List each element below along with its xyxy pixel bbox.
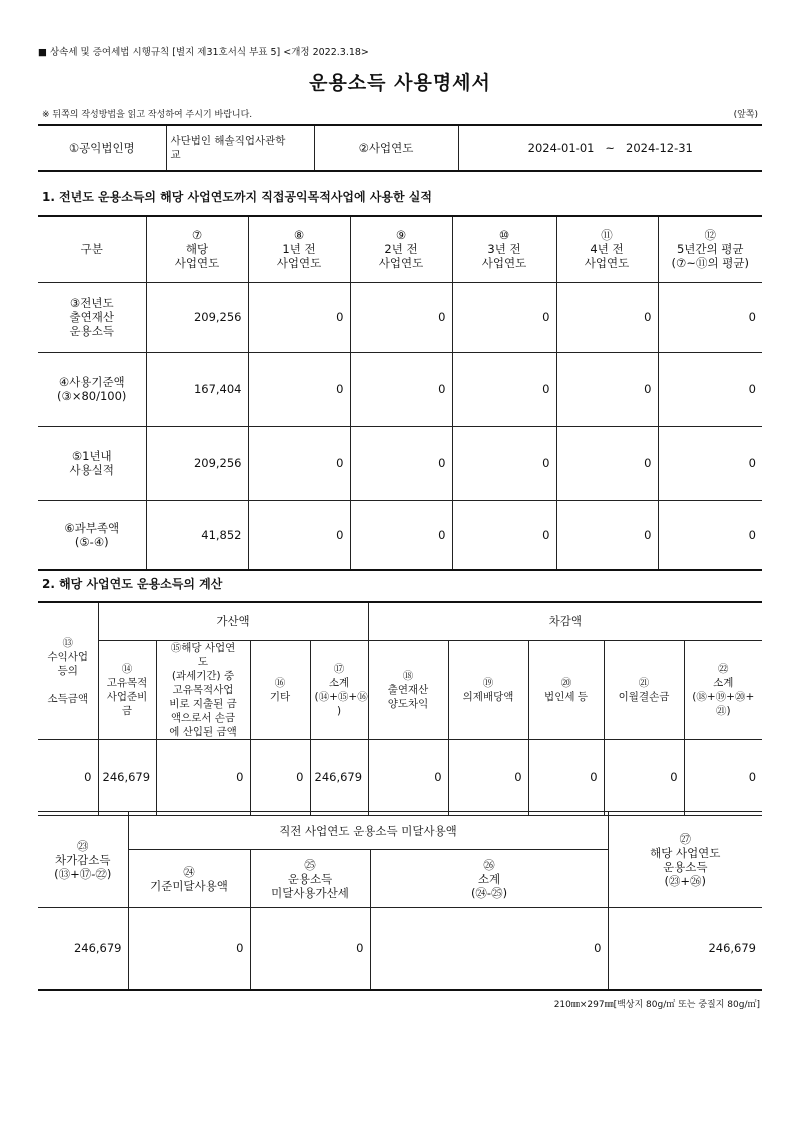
col-header-2-years-ago: ⑨ 2년 전 사업연도 [350, 216, 452, 282]
cell-value: 0 [658, 282, 762, 352]
col-header-26: ㉖ 소계 (㉔-㉕) [370, 850, 608, 908]
cell-value: 0 [250, 739, 310, 815]
col-header-17: ⑰ 소계 (⑭+⑮+⑯ ) [310, 640, 368, 739]
info-table [38, 124, 762, 172]
col-header-23: ㉓ 차가감소득 (⑬+⑰-㉒) [38, 812, 128, 908]
section1-table [38, 215, 762, 571]
cell-value: 0 [350, 352, 452, 426]
subtract-amount-header: 차감액 [368, 602, 762, 640]
cell-value: 0 [604, 739, 684, 815]
cell-value: 0 [452, 352, 556, 426]
section3-table [38, 811, 762, 991]
page-side-label: (앞쪽) [733, 110, 758, 120]
col-header-18: ⑱ 출연재산 양도차익 [368, 640, 448, 739]
col-header-20: ⑳ 법인세 등 [528, 640, 604, 739]
cell-value: 209,256 [146, 426, 248, 500]
col-header-current-year: ⑦ 해당 사업연도 [146, 216, 248, 282]
cell-value: 0 [248, 500, 350, 570]
cell-value: 0 [248, 352, 350, 426]
fiscal-year-label: ②사업연도 [314, 125, 458, 171]
fiscal-year-value: 2024-01-01 ~ 2024-12-31 [458, 125, 762, 171]
cell-value: 0 [556, 426, 658, 500]
cell-value: 209,256 [146, 282, 248, 352]
cell-value: 167,404 [146, 352, 248, 426]
row-label: ③전년도 출연재산 운용소득 [38, 282, 146, 352]
col-header-5-year-average: ⑫ 5년간의 평균 (⑦~⑪의 평균) [658, 216, 762, 282]
cell-value: 0 [684, 739, 762, 815]
table-row [38, 282, 762, 352]
cell-value: 41,852 [146, 500, 248, 570]
cell-value: 246,679 [608, 908, 762, 990]
cell-value: 0 [350, 426, 452, 500]
cell-value: 0 [658, 426, 762, 500]
cell-value: 0 [38, 739, 98, 815]
col-header-21: ㉑ 이월결손금 [604, 640, 684, 739]
corp-name-label: ①공익법인명 [38, 125, 166, 171]
cell-value: 0 [452, 426, 556, 500]
cell-value: 246,679 [38, 908, 128, 990]
cell-value: 0 [250, 908, 370, 990]
cell-value: 0 [556, 282, 658, 352]
col-header-1-year-ago: ⑧ 1년 전 사업연도 [248, 216, 350, 282]
cell-value: 0 [658, 500, 762, 570]
cell-value: 0 [452, 500, 556, 570]
cell-value: 0 [448, 739, 528, 815]
section2-table [38, 601, 762, 816]
section2-title: 2. 해당 사업연도 운용소득의 계산 [42, 577, 223, 591]
col-header-25: ㉕ 운용소득 미달사용가산세 [250, 850, 370, 908]
col-header-3-years-ago: ⑩ 3년 전 사업연도 [452, 216, 556, 282]
cell-value: 0 [248, 282, 350, 352]
row-label: ⑥과부족액 (⑤-④) [38, 500, 146, 570]
col-header-16: ⑯ 기타 [250, 640, 310, 739]
table-row [38, 352, 762, 426]
cell-value: 0 [556, 500, 658, 570]
cell-value: 0 [658, 352, 762, 426]
instruction-note: ※ 뒤쪽의 작성방법을 읽고 작성하여 주시기 바랍니다. [42, 110, 253, 120]
table-row [38, 426, 762, 500]
col-header-15: ⑮해당 사업연 도 (과세기간) 중 고유목적사업 비로 지출된 금 액으로서 손금 에 산입된 금액 [156, 640, 250, 739]
shortfall-group-header: 직전 사업연도 운용소득 미달사용액 [128, 812, 608, 850]
cell-value: 0 [556, 352, 658, 426]
add-amount-header: 가산액 [98, 602, 368, 640]
cell-value: 0 [370, 908, 608, 990]
col-header-14: ⑭ 고유목적 사업준비 금 [98, 640, 156, 739]
table-row [38, 908, 762, 990]
cell-value: 246,679 [98, 739, 156, 815]
corp-name-value: 사단법인 해솔직업사관학 교 [166, 125, 314, 171]
table-row [38, 739, 762, 815]
cell-value: 0 [528, 739, 604, 815]
section1-title: 1. 전년도 운용소득의 해당 사업연도까지 직접공익목적사업에 사용한 실적 [42, 190, 432, 204]
row-label: ④사용기준액 (③×80/100) [38, 352, 146, 426]
table-row [38, 500, 762, 570]
col-header-13: ⑬ 수익사업 등의 소득금액 [38, 602, 98, 739]
col-header-category: 구분 [38, 216, 146, 282]
col-header-24: ㉔ 기준미달사용액 [128, 850, 250, 908]
cell-value: 0 [248, 426, 350, 500]
cell-value: 0 [368, 739, 448, 815]
row-label: ⑤1년내 사용실적 [38, 426, 146, 500]
col-header-19: ⑲ 의제배당액 [448, 640, 528, 739]
page-title: 운용소득 사용명세서 [309, 72, 491, 94]
paper-spec-footer: 210㎜×297㎜[백상지 80g/㎡ 또는 중질지 80g/㎡] [553, 1000, 760, 1010]
col-header-4-years-ago: ⑪ 4년 전 사업연도 [556, 216, 658, 282]
section1-header-row [38, 216, 762, 282]
cell-value: 246,679 [310, 739, 368, 815]
cell-value: 0 [350, 500, 452, 570]
cell-value: 0 [128, 908, 250, 990]
col-header-27: ㉗ 해당 사업연도 운용소득 (㉓+㉖) [608, 812, 762, 908]
cell-value: 0 [452, 282, 556, 352]
form-rule-reference: ■ 상속세 및 증여세법 시행규칙 [별지 제31호서식 부표 5] <개정 2022.3.18> [38, 47, 369, 58]
col-header-22: ㉒ 소계 (⑱+⑲+⑳+ ㉑) [684, 640, 762, 739]
cell-value: 0 [350, 282, 452, 352]
cell-value: 0 [156, 739, 250, 815]
